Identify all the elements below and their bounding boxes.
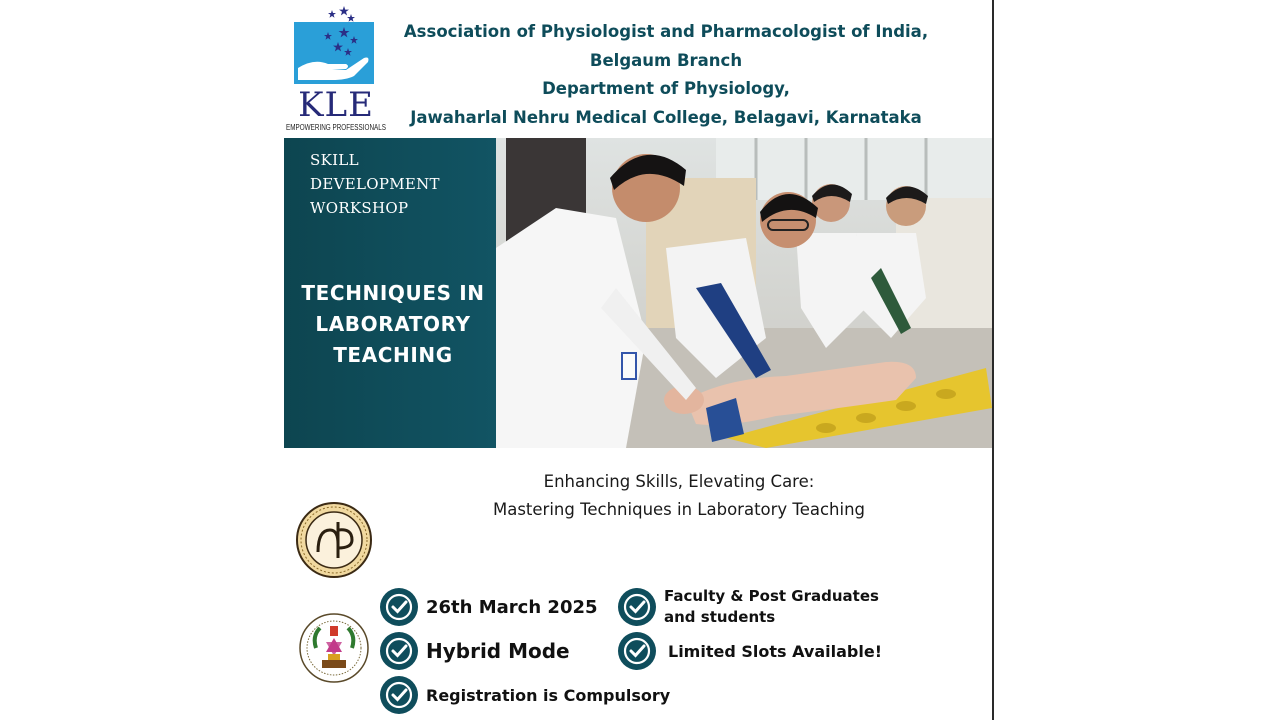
check-icon — [618, 588, 656, 626]
title-line-2: LABORATORY — [315, 312, 471, 336]
tagline-line-2: Mastering Techniques in Laboratory Teaching — [492, 500, 866, 519]
check-icon — [380, 632, 418, 670]
header-line-college: Jawaharlal Nehru Medical College, Belagavi, Karnataka — [410, 107, 922, 127]
header-line-association: Association of Physiologist and Pharmacologist of India, — [403, 22, 929, 41]
title-line-1: TECHNIQUES IN — [301, 281, 485, 305]
skill-line: SKILL — [310, 151, 359, 169]
header-line-branch: Belgaum Branch — [589, 50, 743, 70]
feature-date — [380, 588, 598, 626]
title-line-3: TEACHING — [333, 343, 453, 367]
jnmc-emblem — [298, 608, 370, 688]
workshop-mode: Hybrid Mode — [426, 639, 570, 663]
workshop-poster — [284, 0, 994, 720]
tagline-line-1: Enhancing Skills, Elevating Care: — [543, 472, 815, 491]
check-icon — [380, 588, 418, 626]
feature-mode — [380, 632, 570, 670]
kle-wordmark: KLE — [298, 85, 374, 125]
students-training-photo — [496, 138, 992, 448]
check-icon — [618, 632, 656, 670]
feature-slots — [618, 632, 882, 670]
slots-note: Limited Slots Available! — [668, 641, 882, 661]
target-audience: Faculty & Post Graduates and students — [664, 587, 879, 626]
kle-logo-tagline: EMPOWERING PROFESSIONALS — [286, 122, 387, 132]
appi-emblem — [294, 500, 374, 580]
workshop-banner — [284, 138, 992, 448]
workshop-line: WORKSHOP — [310, 199, 409, 217]
tagline — [434, 468, 924, 524]
workshop-title — [290, 278, 496, 371]
header-line-department: Department of Physiology, — [542, 79, 790, 98]
organizer-header — [396, 18, 936, 132]
kle-logo — [284, 2, 388, 132]
check-icon — [380, 676, 418, 714]
feature-audience — [618, 586, 914, 628]
development-line: DEVELOPMENT — [310, 175, 440, 193]
workshop-type — [310, 148, 440, 220]
workshop-date: 26th March 2025 — [426, 596, 598, 618]
registration-note: Registration is Compulsory — [426, 685, 671, 705]
feature-registration — [380, 676, 670, 714]
